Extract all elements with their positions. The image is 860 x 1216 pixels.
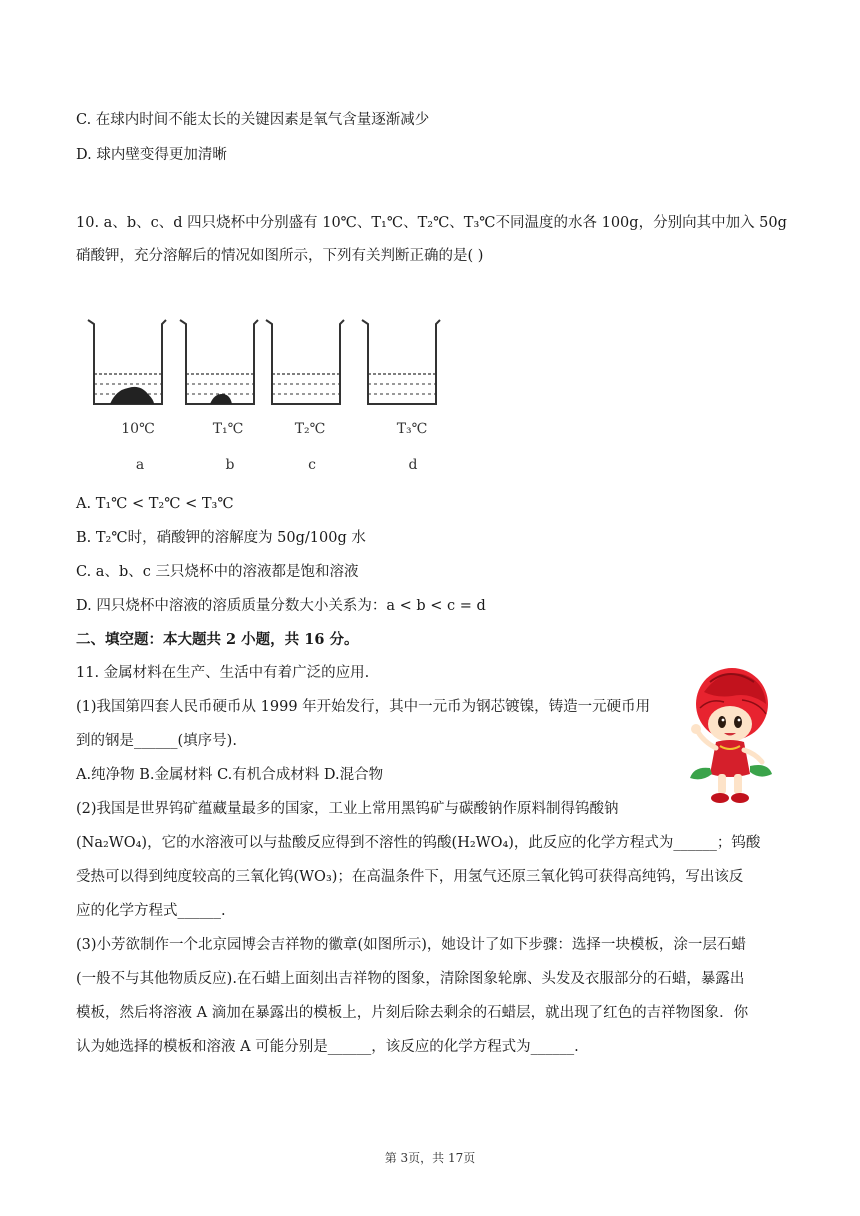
beaker-c-temp: T₂℃ [294,421,326,437]
q11-p2-line2: (Na₂WO₄)，它的水溶液可以与盐酸反应得到不溶性的钨酸(H₂WO₄)，此反应的化学方程式为______；钨酸 [76,835,761,851]
q10-stem-line2: 硝酸钾，充分溶解后的情况如图所示，下列有关判断正确的是( ) [76,248,484,264]
q11-p3-line4: 认为她选择的模板和溶液 A 可能分别是______，该反应的化学方程式为______. [76,1039,579,1055]
beaker-b-temp: T₁℃ [212,421,244,437]
q11-p1-line2: 到的钢是______(填序号). [76,733,237,749]
q11-stem: 11. 金属材料在生产、生活中有着广泛的应用. [76,665,370,681]
q10-option-a: A. T₁℃ < T₂℃ < T₃℃ [76,496,234,512]
q10-stem-line1: 10. a、b、c、d 四只烧杯中分别盛有 10℃、T₁℃、T₂℃、T₃℃不同温度的水各 100g，分别向其中加入 50g [76,215,787,231]
beaker-a-label: a [135,457,145,473]
q9-option-c: C. 在球内时间不能太长的关键因素是氧气含量逐渐减少 [76,112,430,128]
beaker-d-label: d [408,457,418,473]
q10-option-b: B. T₂℃时，硝酸钾的溶解度为 50g/100g 水 [76,530,366,546]
q11-p3-line1: (3)小芳欲制作一个北京园博会吉祥物的徽章(如图所示)，她设计了如下步骤：选择一块模板，涂一层石蜡 [76,937,746,953]
page-footer: 第 3页，共 17页 [384,1151,476,1165]
beakers-figure [76,312,456,482]
q9-option-d: D. 球内壁变得更加清晰 [76,147,227,163]
beaker-b-label: b [225,457,235,473]
undissolved-solid-large [110,387,154,404]
beaker-a-temp: 10℃ [121,421,155,437]
beaker-a [88,320,166,404]
beaker-d-temp: T₃℃ [396,421,428,437]
beaker-b [180,320,258,404]
beaker-d [362,320,440,404]
q11-p3-line3: 模板，然后将溶液 A 滴加在暴露出的模板上，片刻后除去剩余的石蜡层，就出现了红色的吉祥物图象．你 [76,1005,749,1021]
q11-p2-line4: 应的化学方程式______. [76,903,226,919]
q11-p2-line1: (2)我国是世界钨矿蕴藏量最多的国家，工业上常用黑钨矿与碳酸钠作原料制得钨酸钠 [76,801,619,817]
beaker-c-label: c [308,457,316,473]
q11-p3-line2: (一般不与其他物质反应).在石蜡上面刻出吉祥物的图象，清除图象轮廓、头发及衣服部分的石蜡，暴露出 [76,971,745,987]
q10-option-c: C. a、b、c 三只烧杯中的溶液都是饱和溶液 [76,564,359,580]
q11-p1-line1: (1)我国第四套人民币硬币从 1999 年开始发行，其中一元币为钢芯镀镍，铸造一元硬币用 [76,699,651,715]
q11-p2-line3: 受热可以得到纯度较高的三氧化钨(WO₃)；在高温条件下，用氢气还原三氧化钨可获得高纯钨，写出该反 [76,869,744,885]
beaker-c [266,320,344,404]
section2-heading: 二、填空题：本大题共 2 小题，共 16 分。 [76,631,359,648]
q10-option-d: D. 四只烧杯中溶液的溶质质量分数大小关系为：a < b < c = d [76,598,486,614]
q11-p1-options: A.纯净物 B.金属材料 C.有机合成材料 D.混合物 [76,767,384,783]
rose-mascot-illustration [680,662,780,812]
undissolved-solid-small [210,394,232,404]
